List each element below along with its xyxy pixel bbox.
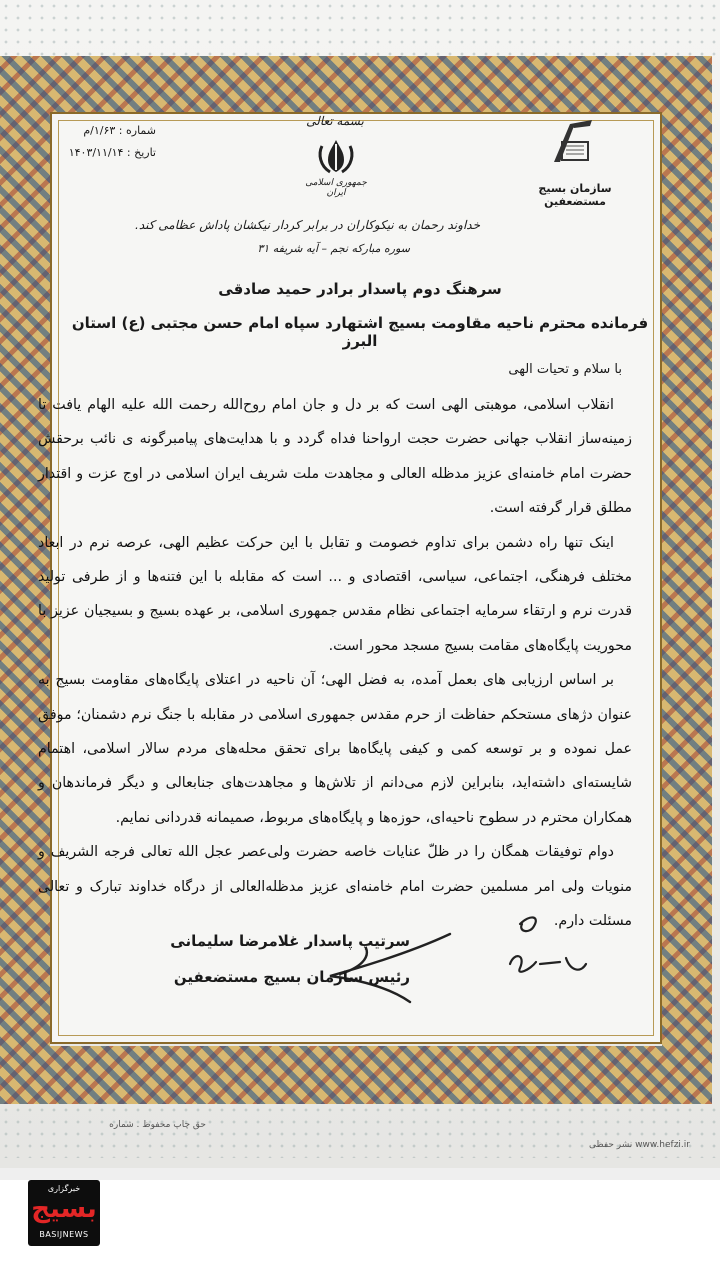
handwritten-initials xyxy=(490,904,600,994)
addressee-name: سرهنگ دوم پاسدار برادر حمید صادقی xyxy=(218,280,502,298)
footer-publisher: www.hefzi.ir نشر حفظی xyxy=(588,1140,690,1150)
news-logo-top: خبرگزاری xyxy=(47,1184,81,1193)
body-paragraph: دوام توفیقات همگان را در ظلّ عنایات خاصه حضرت ولی‌عصر عجل الله تعالی فرجه الشریف و منویات ولی امر مسلمین حضرت امام خامنه‌ای عزیز مدظله‌العالی از درگاه خداوند تبارک و تعالی مسئلت دارم. xyxy=(38,844,632,930)
salutation: با سلام و تحیات الهی xyxy=(508,362,622,377)
news-logo-mark: بسیج xyxy=(31,1194,97,1224)
signatory-title: رئیس سازمان بسیج مستضعفین xyxy=(173,968,410,986)
footer-copyright: حق چاپ محفوظ . شماره xyxy=(109,1120,206,1130)
basij-logo-icon xyxy=(540,112,604,176)
body-paragraph: بر اساس ارزیابی های بعمل آمده، به فضل الهی؛ آن ناحیه در اعتلای پایگاه‌های مقاومت بسیج به عنوان دژهای مستحکم حفاظت از حرم مقدس جمهوری اسلامی در مقابله با جنگ نرم دشمنان؛ موفق عمل نموده و بر توسعه کمی و کیفی پایگاه‌ها برای تحقق محله‌های مردم سالار اسلامی، اهتمام شایسته‌ای داشته‌اید، بنابراین لازم می‌دانم از تلاش‌ها و مجاهدت‌های جنابعالی و دیگر فرماندهان و همکاران محترم در سطوح ناحیه‌ای، حوزه‌ها و پایگاه‌های مربوط، صمیمانه قدردانی نمایم. xyxy=(38,672,632,826)
basij-news-logo xyxy=(28,1180,100,1246)
quran-verse: خداوند رحمان به نیکوکاران در برابر کردار نیکشان پاداش عظامی کند. xyxy=(135,218,480,232)
iran-emblem-icon xyxy=(314,136,358,176)
body-paragraph: اینک تنها راه دشمن برای تداوم خصومت و تقابل با این حرکت عظیم الهی، عرصه نرم در ابعاد مختلف فرهنگی، اجتماعی، سیاسی، اقتصادی و ... است که مقابله با این فتنه‌ها و از طرفی تولید قدرت نرم و ارتقاء سرمایه اجتماعی نظام مقدس جمهوری اسلامی، بر عهده بسیج و بسیجیان عزیز با محوریت پایگاه‌های مقامت بسیج مسجد محور است. xyxy=(38,534,632,654)
letter-date: تاریخ : ۱۴۰۳/۱۱/۱۴ xyxy=(68,146,156,159)
bismillah-heading: بسمه تعالی xyxy=(306,114,364,128)
news-logo-bottom: BASIJNEWS xyxy=(39,1230,89,1239)
signatory-name: سرتیپ پاسدار غلامرضا سلیمانی xyxy=(170,932,410,950)
organization-name: سازمان بسیج مستضعفین xyxy=(538,182,612,208)
republic-caption: جمهوری اسلامی ایران xyxy=(305,178,367,198)
photo-background xyxy=(0,1180,720,1280)
letter-body xyxy=(38,388,632,939)
paper-dot-pattern-top xyxy=(0,0,720,60)
body-paragraph: انقلاب اسلامی، موهبتی الهی است که بر دل و جان امام روح‌الله رحمت الله علیه الهام یافت تا زمینه‌ساز انقلاب جهانی حضرت حجت ارواحنا فداه گردد و با هدایت‌های پیامبرگونه ی نائب برحقش حضرت امام خامنه‌ای عزیز مدظله العالی و مجاهدت ملت شریف ایران اسلامی در اوج عزت و اقتدار مطلق قرار گرفته است. xyxy=(38,397,632,517)
addressee-title: فرمانده محترم ناحیه مقاومت بسیج اشتهارد سپاه امام حسن مجتبی (ع) استان البرز xyxy=(71,314,649,350)
letter-number: شماره : ۱/۶۳/م xyxy=(83,124,156,137)
verse-reference: سوره مبارکه نجم – آیه شریفه ۳۱ xyxy=(257,242,410,255)
